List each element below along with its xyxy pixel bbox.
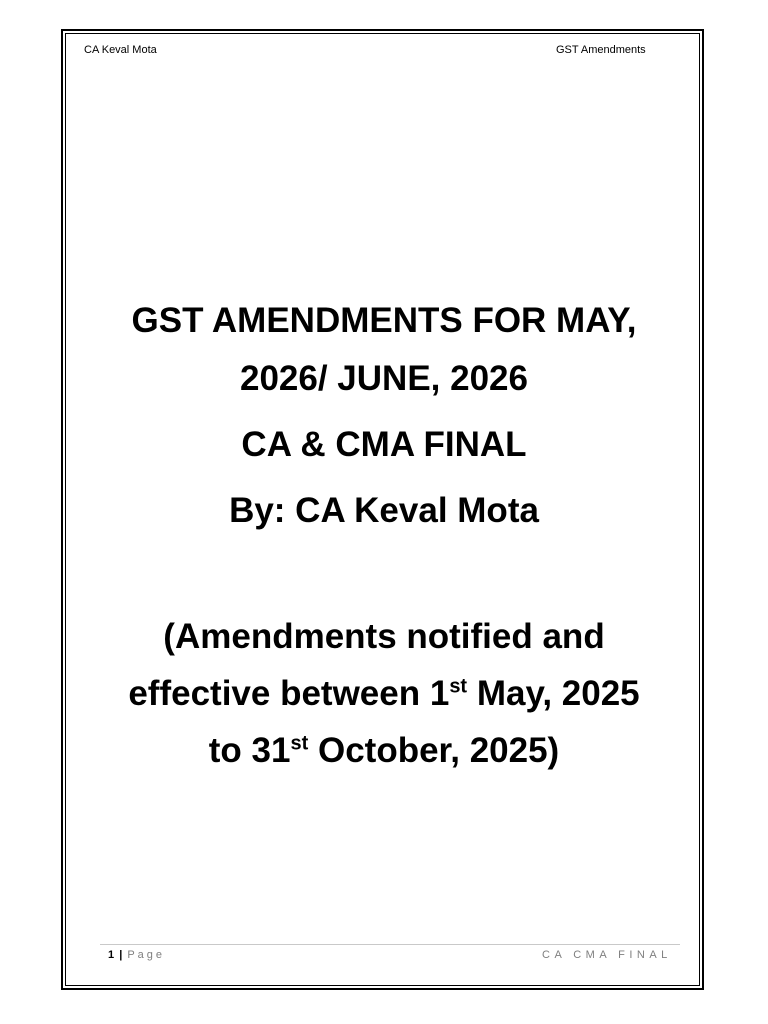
- page-word: Page: [127, 949, 166, 961]
- header-author: CA Keval Mota: [84, 44, 157, 56]
- subtitle-line-2-start: effective between 1: [128, 674, 450, 713]
- subtitle-block: [72, 608, 696, 779]
- title-line-1: GST AMENDMENTS FOR MAY,: [131, 301, 637, 340]
- page-number: 1: [108, 949, 115, 961]
- title-line-author: By: CA Keval Mota: [229, 491, 539, 530]
- subtitle-line-2-end: May, 2025: [467, 674, 640, 713]
- title-block: [72, 292, 696, 540]
- footer-divider: [100, 944, 680, 945]
- subtitle-line-3-start: to 31: [208, 731, 291, 770]
- title-line-course: CA & CMA FINAL: [241, 425, 527, 464]
- page-separator: |: [119, 949, 123, 961]
- footer-course-label: CA CMA FINAL: [542, 949, 672, 961]
- header-document-title: GST Amendments: [556, 44, 646, 56]
- subtitle-line-3-ordinal: st: [290, 732, 309, 755]
- title-line-2: 2026/ JUNE, 2026: [240, 359, 528, 398]
- subtitle-line-2: [72, 665, 696, 722]
- subtitle-line-3: [72, 722, 696, 779]
- subtitle-line-2-ordinal: st: [449, 675, 468, 698]
- subtitle-line-3-end: October, 2025): [308, 731, 560, 770]
- subtitle-line-1: (Amendments notified and: [163, 617, 605, 656]
- footer-page-number: [108, 949, 165, 961]
